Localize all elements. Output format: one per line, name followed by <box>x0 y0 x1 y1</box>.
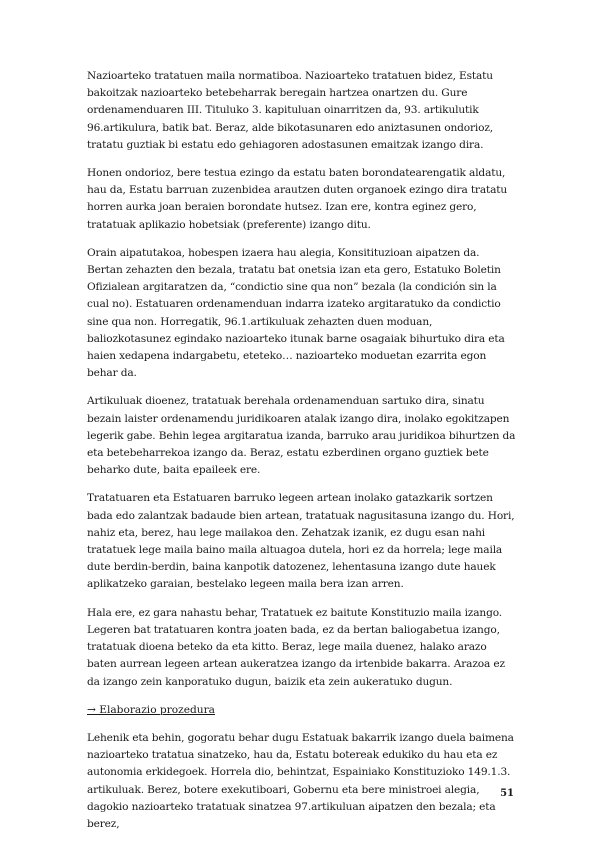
paragraph: Orain aipatutakoa, hobespen izaera hau alegia, Konsitituzioan aipatzen da. Bertan zehazten den bezala, tratatu bat onetsia izan eta gero, Estatuko Boletin Ofizialean argitaratzen da, “condictio sine qua non” bezala (la condición sin la cual no). Estatuaren ordenamenduan indarra izateko argitaratuko da condictio sine qua non. Horregatik, 96.1.artikuluak zehazten duen moduan, baliozkotasunez egindako nazioarteko itunak barne osagaiak bihurtuko dira eta haien xedapena indargabetu, eteteko… nazioarteko moduetan ezarrita egon behar da. <box>87 246 505 380</box>
paragraph: Lehenik eta behin, gogoratu behar dugu Estatuak bakarrik izango duela baimena nazioarteko tratatua sinatzeko, hau da, Estatu botereak edukiko du hau eta ez autonomia erkidegoek. Horrela dio, behintzat, Espainiako Konstituzioko 149.1.3. artikuluak. Berez, botere exekutiboari, Gobernu eta bere ministroei alegia, dagokio nazioarteko tratatuak sinatzea 97.artikuluan aipatzen den bezala; eta berez, <box>87 731 514 830</box>
section-heading: → Elaborazio prozedura <box>87 703 215 716</box>
paragraph: Artikuluak dioenez, tratatuak berehala ordenamenduan sartuko dira, sinatu bezain laister ordenamendu juridikoaren atalak izango dira, inolako egokitzapen legerik gabe. Behin legea argitaratua izanda, barruko arau juridikoa bihurtzen da eta betebeharrekoa izango da. Beraz, estatu ezberdinen organo guztiek bete beharko dute, baita epaileek ere. <box>87 395 516 477</box>
paragraph: Tratatuaren eta Estatuaren barruko legeen artean inolako gatazkarik sortzen bada edo zalantzak badaude bien artean, tratatuak nagusitasuna izango du. Hori, nahiz eta, berez, hau lege mailakoa den. Zehatzak izanik, ez dugu esan nahi tratatuek lege maila baino maila altuagoa dutela, hori ez da horrela; lege maila dute berdin-berdin, baina kanpotik datozenez, lehentasuna izango dute hauek aplikatzeko garaian, bestelako legeen maila bera izan arren. <box>87 492 515 591</box>
paragraph: Nazioarteko tratatuen maila normatiboa. Nazioarteko tratatuen bidez, Estatu bakoitzak nazioarteko betebeharrak beregain hartzea onartzen du. Gure ordenamenduaren III. Tituluko 3. kapituluan oinarritzen da, 93. artikulutik 96.artikulura, batik bat. Beraz, alde bikotasunaren edo aniztasunen ondorioz, tratatu guztiak bi estatu edo gehiagoren adostasunen emaitzak izango dira. <box>87 70 494 151</box>
paragraph: Hala ere, ez gara nahastu behar, Tratatuek ez baitute Konstituzio maila izango. Legeren bat tratatuaren kontra joaten bada, ez da bertan baliogabetua izango, tratatuak dioena beteko da eta kitto. Beraz, lege maila duenez, halako arazo baten aurrean legeen artean aukeratzea izango da irtenbide bakarra. Arazoa ez da izango zein kanporatuko dugun, baizik eta zein aukeratuko dugun. <box>87 606 505 688</box>
page-body <box>87 68 517 844</box>
page-number: 51 <box>500 788 514 799</box>
paragraph: Honen ondorioz, bere testua ezingo da estatu baten borondatearengatik aldatu, hau da, Estatu barruan zuzenbidea arautzen duten organoek ezingo dira tratatu horren aurka joan beraien borondate hutsez. Izan ere, kontra eginez gero, tratatuak aplikazio hobetsiak (preferente) izango ditu. <box>87 167 508 231</box>
